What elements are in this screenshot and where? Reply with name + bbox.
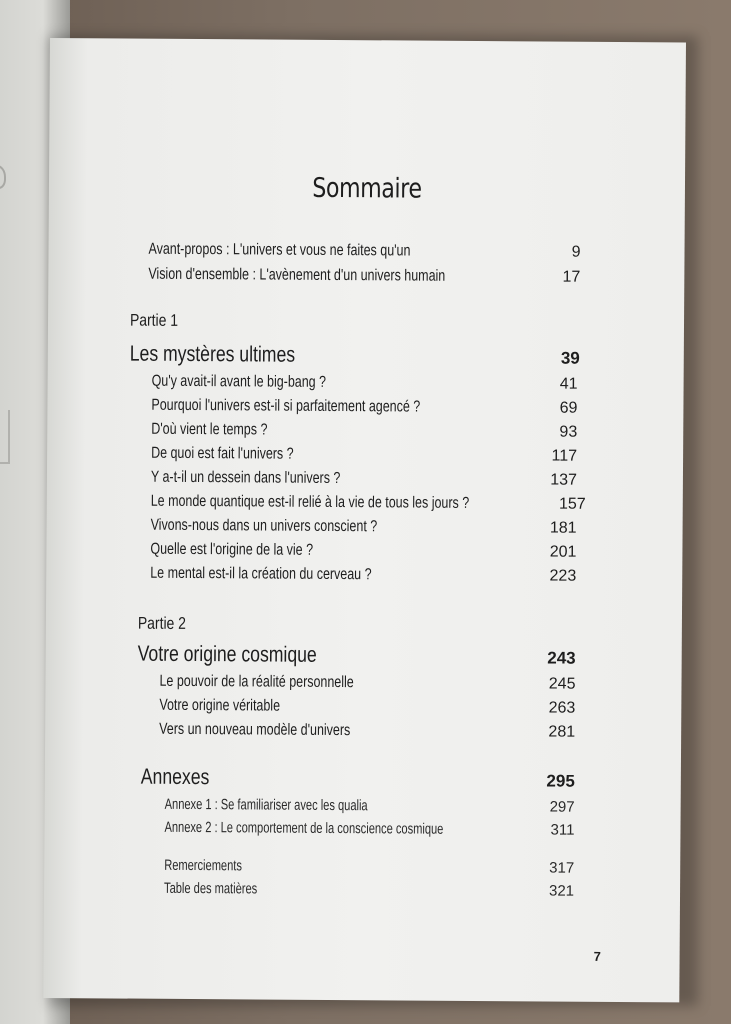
toc-entry (159, 721, 575, 742)
toc-entry-label: Le pouvoir de la réalité personnelle (159, 672, 354, 692)
toc-entry-label: Vers un nouveau modèle d'univers (159, 720, 351, 740)
toc-entry (151, 445, 577, 466)
toc-entry-annexe-1 (165, 796, 575, 816)
toc-entry-page: 321 (548, 882, 575, 900)
toc-entry-page: 137 (550, 471, 577, 489)
toc-entry-page: 9 (571, 243, 581, 261)
toc-entry-label: Vivons-nous dans un univers conscient ? (150, 516, 378, 536)
toc-entry-label: Table des matières (164, 879, 258, 898)
section-page: 295 (546, 771, 575, 791)
toc-entry-avant-propos (148, 241, 580, 262)
toc-entry-label: Quelle est l'origine de la vie ? (150, 540, 314, 559)
toc-entry-page: 317 (549, 859, 575, 877)
facing-page-bracket (0, 410, 10, 464)
toc-entry-page: 181 (549, 519, 577, 537)
toc-entry-label: D'où vient le temps ? (151, 420, 268, 439)
toc-entry-annexe-2 (164, 819, 574, 839)
toc-entry (151, 469, 577, 490)
book-page (43, 38, 686, 1002)
toc-entry-label: Y a-t-il un dessein dans l'univers ? (150, 468, 341, 488)
toc-entry-label: De quoi est fait l'univers ? (151, 444, 294, 463)
part-2-heading (138, 641, 576, 670)
part-1-heading (130, 341, 580, 370)
section-title: Votre origine cosmique (137, 640, 317, 667)
section-page: 243 (547, 648, 576, 668)
part-1-label: Partie 1 (129, 310, 179, 330)
toc-entry-page: 297 (549, 798, 575, 816)
toc-entry (152, 373, 578, 394)
toc-entry-page: 201 (549, 543, 577, 561)
toc-entry-page: 41 (559, 375, 578, 393)
toc-entry (159, 673, 575, 694)
toc-entry-label: Avant-propos : L'univers et vous ne faites qu'un (148, 240, 411, 260)
section-title: Les mystères ultimes (129, 340, 296, 367)
toc-entry-page: 245 (548, 675, 576, 693)
section-title: Annexes (140, 763, 210, 790)
toc-entry-page: 263 (548, 699, 576, 717)
toc-entry (151, 421, 577, 442)
toc-entry-label: Le mental est-il la création du cerveau ? (150, 564, 372, 584)
toc-entry-label: Qu'y avait-il avant le big-bang ? (151, 372, 327, 391)
toc-entry (150, 492, 586, 514)
toc-entry-label: Le monde quantique est-il relié à la vie de tous les jours ? (150, 492, 470, 512)
toc-entry-page: 311 (550, 821, 575, 839)
toc-entry-vision (148, 266, 580, 287)
toc-entry-label: Annexe 1 : Se familiariser avec les qualia (164, 795, 368, 815)
toc-entry-page: 281 (548, 723, 576, 741)
toc-entry-page: 69 (559, 399, 578, 417)
toc-entry (151, 397, 577, 418)
toc-entry-table-des-matieres (164, 880, 574, 900)
toc-entry-page: 117 (551, 447, 578, 465)
toc-entry-label: Vision d'ensemble : L'avènement d'un univers humain (148, 265, 446, 285)
toc-entry-label: Remerciements (164, 856, 243, 875)
toc-entry-label: Pourquoi l'univers est-il si parfaitement agencé ? (151, 396, 421, 416)
toc-entry (159, 697, 575, 718)
toc-entry-page: 157 (558, 495, 586, 513)
toc-entry (151, 517, 577, 538)
part-2-label: Partie 2 (137, 613, 187, 633)
facing-page-mark (0, 165, 6, 189)
toc-entry-page: 223 (549, 567, 577, 585)
toc-entry (150, 541, 576, 562)
toc-entry-label: Annexe 2 : Le comportement de la conscience cosmique (164, 818, 444, 838)
page-title: Sommaire (312, 172, 422, 205)
toc-entry-page: 93 (559, 423, 578, 441)
page-number: 7 (593, 948, 601, 964)
toc-entry-remerciements (164, 857, 574, 877)
toc-entry-label: Votre origine véritable (159, 696, 281, 715)
section-page: 39 (560, 348, 580, 368)
toc-entry (150, 565, 576, 586)
toc-entry-page: 17 (562, 268, 581, 286)
annexes-heading (141, 764, 575, 793)
